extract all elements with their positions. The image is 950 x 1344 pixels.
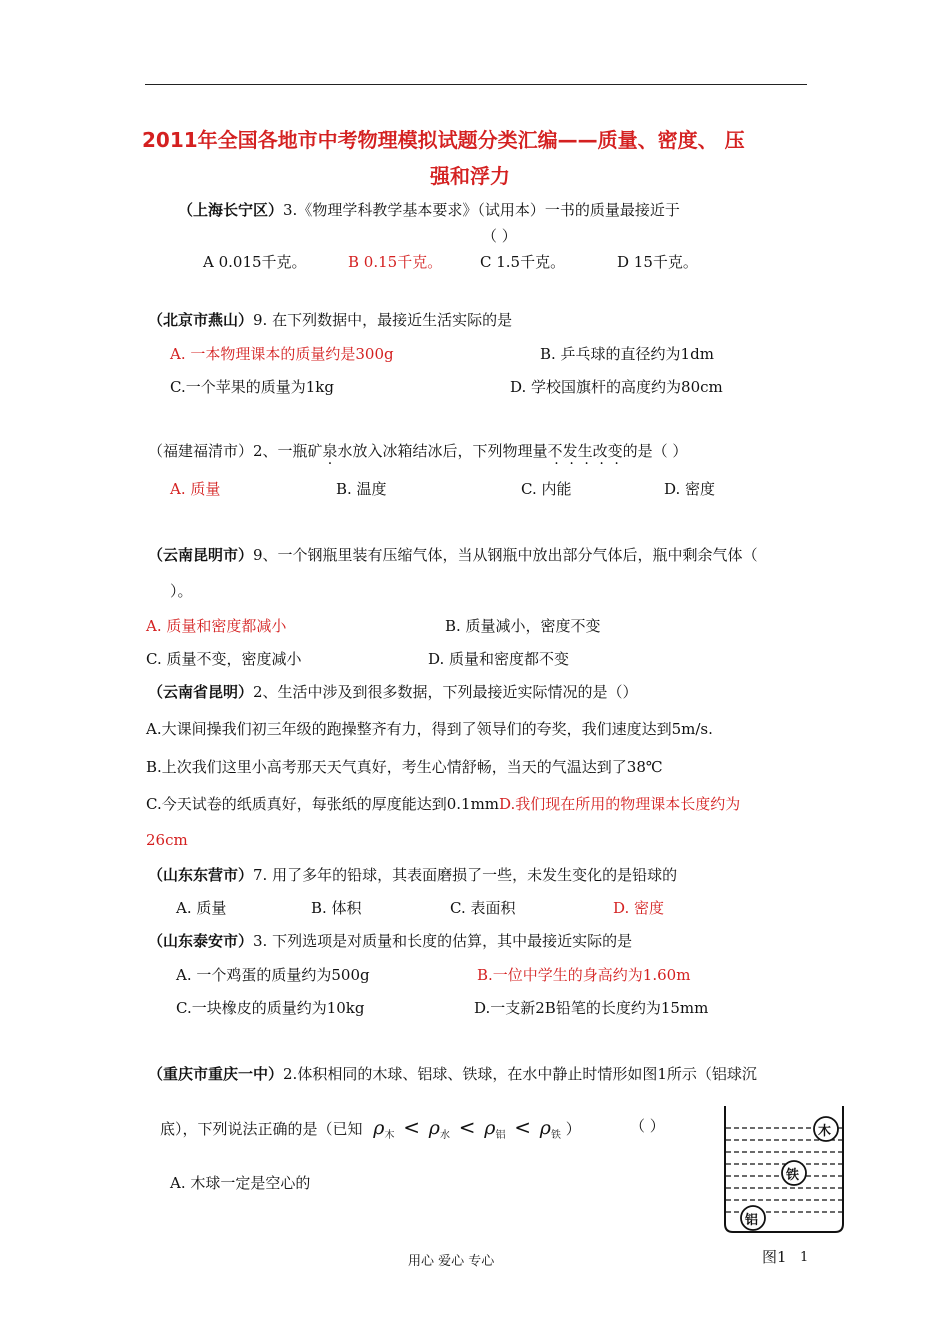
question-text: 2、生活中涉及到很多数据，下列最接近实际情况的是（） <box>253 683 638 701</box>
question-text-close: ） <box>565 1120 581 1138</box>
question-text: 2.体积相同的木球、铝球、铁球，在水中静止时情形如图1所示（铝球沉 <box>283 1065 757 1083</box>
option-d: D. 学校国旗杆的高度约为80cm <box>510 378 723 396</box>
question-source: （山东东营市） <box>148 866 254 884</box>
less-than: < <box>403 1115 421 1139</box>
option-a: A. 质量 <box>176 899 227 917</box>
option-d: D.我们现在所用的物理课本长度约为 <box>499 795 741 813</box>
option-c: C.一个苹果的质量为1kg <box>170 378 334 396</box>
option-b: B 0.15千克。 <box>348 253 443 271</box>
option-d: D 15千克。 <box>617 253 698 271</box>
question-1 <box>178 199 680 220</box>
question-8-cont <box>160 1115 581 1141</box>
option-b: B. 质量减小，密度不变 <box>445 617 601 635</box>
page-number: 1 <box>800 1250 809 1265</box>
emphasis-char: 生 <box>577 442 593 460</box>
option-b: B. 乒乓球的直径约为1dm <box>540 345 714 363</box>
question-text: 底），下列说法正确的是（已知 <box>160 1120 363 1138</box>
option-a: A. 一个鸡蛋的质量约为500g <box>176 966 370 984</box>
subscript-water: 水 <box>439 1130 450 1141</box>
option-c: C. 内能 <box>521 480 572 498</box>
title-line-1: 2011年全国各地市中考物理模拟试题分类汇编——质量、密度、 压 <box>142 128 745 152</box>
rho-symbol: ρ <box>428 1117 440 1139</box>
question-text: 7. 用了多年的铅球，其表面磨损了一些，未发生变化的是铅球的 <box>253 866 678 884</box>
subscript-wood: 木 <box>384 1130 395 1141</box>
question-4 <box>148 544 758 565</box>
answer-paren: （ ） <box>482 227 517 245</box>
option-a: A 0.015千克。 <box>203 253 307 271</box>
question-source: （山东泰安市） <box>148 932 254 950</box>
ball-iron-label: 铁 <box>786 1168 800 1183</box>
option-c-text: C.今天试卷的纸质真好，每张纸的厚度能达到0.1mm <box>146 795 500 813</box>
option-b: B.上次我们这里小高考那天天气真好，考生心情舒畅，当天的气温达到了38℃ <box>146 758 663 776</box>
rho-symbol: ρ <box>539 1117 551 1139</box>
question-4-cont: ）。 <box>170 582 193 600</box>
option-d-cont: 26cm <box>146 831 188 849</box>
option-a: A. 一本物理课本的质量约是300g <box>170 345 394 363</box>
emphasis-char: 改 <box>592 442 608 460</box>
rho-symbol: ρ <box>484 1117 496 1139</box>
subscript-aluminum: 铝 <box>495 1130 506 1141</box>
emphasis-char: 发 <box>562 442 578 460</box>
question-6 <box>148 864 677 885</box>
option-c: C 1.5千克。 <box>480 253 566 271</box>
question-source: （云南昆明市） <box>148 546 254 564</box>
footer-slogan: 用心 爱心 专心 <box>408 1254 495 1269</box>
option-d: D.一支新2B铅笔的长度约为15mm <box>474 999 709 1017</box>
option-a: A. 质量和密度都减小 <box>146 617 287 635</box>
option-d: D. 质量和密度都不变 <box>428 650 570 668</box>
emphasis-char: 不 <box>547 442 563 460</box>
question-7 <box>148 930 632 951</box>
answer-paren: （ ） <box>630 1117 665 1135</box>
option-d: D. 密度 <box>664 480 716 498</box>
question-2 <box>148 309 512 330</box>
question-tail: 的是（ ） <box>622 442 688 460</box>
question-source: （北京市燕山） <box>148 311 254 329</box>
option-d: D. 密度 <box>613 899 665 917</box>
less-than: < <box>458 1115 476 1139</box>
emphasis-char: 变 <box>607 442 623 460</box>
option-b: B.一位中学生的身高约为1.60m <box>477 966 691 984</box>
option-c: C.一块橡皮的质量约为10kg <box>176 999 365 1017</box>
figure-caption: 图1 <box>762 1248 787 1266</box>
question-text: 3. 下列选项是对质量和长度的估算，其中最接近实际的是 <box>253 932 633 950</box>
option-a: A. 木球一定是空心的 <box>170 1174 311 1192</box>
title-line-2: 强和浮力 <box>430 164 510 188</box>
ball-wood-label: 木 <box>818 1124 832 1139</box>
question-text: 9. 在下列数据中，最接近生活实际的是 <box>253 311 513 329</box>
option-c: C. 质量不变，密度减小 <box>146 650 302 668</box>
question-text: 3.《物理学科教学基本要求》（试用本）一书的质量最接近于 <box>283 201 680 219</box>
option-a: A. 质量 <box>170 480 221 498</box>
rho-symbol: ρ <box>373 1117 385 1139</box>
subscript-iron: 铁 <box>550 1130 561 1141</box>
header-rule <box>145 84 807 85</box>
ball-aluminum-label: 铝 <box>745 1213 759 1228</box>
question-source: （上海长宁区） <box>178 201 284 219</box>
question-source: （云南省昆明） <box>148 683 254 701</box>
question-text: 9、一个钢瓶里装有压缩气体，当从钢瓶中放出部分气体后，瓶中剩余气体（ <box>253 546 758 564</box>
question-8 <box>148 1063 757 1084</box>
option-c: C. 表面积 <box>450 899 516 917</box>
question-3 <box>148 440 687 461</box>
option-b: B. 温度 <box>336 480 387 498</box>
less-than: < <box>514 1115 532 1139</box>
option-b: B. 体积 <box>311 899 362 917</box>
option-a: A.大课间操我们初三年级的跑操整齐有力，得到了领导们的夸奖，我们速度达到5m/s. <box>146 720 713 738</box>
option-c <box>146 793 740 814</box>
question-source: （重庆市重庆一中） <box>148 1065 284 1083</box>
question-5 <box>148 681 638 702</box>
question-text: （福建福清市）2、一瓶矿泉水放入冰箱结冰后，下列物理量 . <box>148 442 548 460</box>
